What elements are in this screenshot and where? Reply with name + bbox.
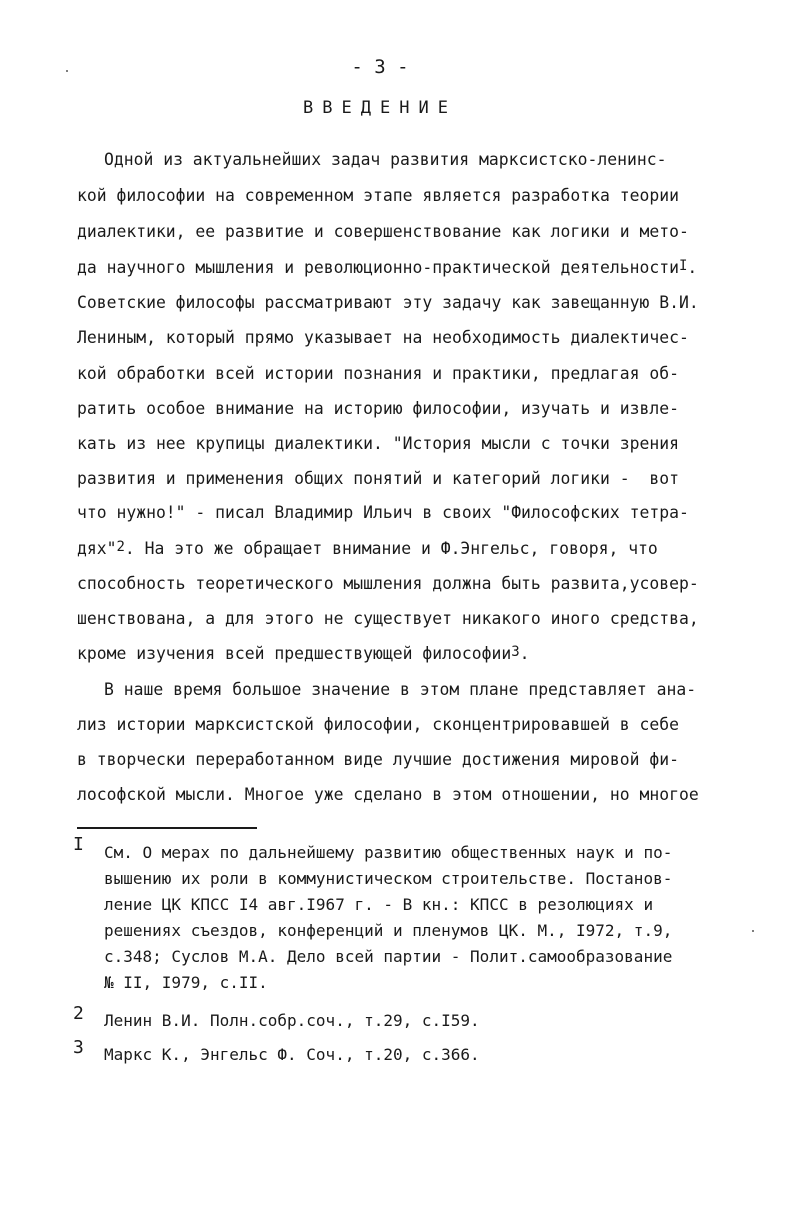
body-line: Лениным, который прямо указывает на необходимость диалектичес- <box>77 328 689 347</box>
body-text: да научного мышления и революционно-практической деятельности <box>77 258 679 277</box>
footnote-separator <box>77 827 257 829</box>
body-text: . <box>687 258 698 277</box>
body-line: В наше время большое значение в этом плане представляет ана- <box>104 680 697 699</box>
scan-speck <box>752 930 754 932</box>
body-line: шенствована, а для этого не существует никакого иного средства, <box>77 609 699 628</box>
body-line <box>77 539 658 560</box>
page-number: - 3 - <box>351 56 409 78</box>
footnote-line: Ленин В.И. Полн.собр.соч., т.29, с.I59. <box>104 1011 480 1030</box>
body-line: способность теоретического мышления должна быть развита,усовер- <box>77 574 699 593</box>
body-line: кой философии на современном этапе является разработка теории <box>77 186 679 205</box>
footnote-mark: I <box>73 834 84 855</box>
section-heading: ВВЕДЕНИЕ <box>303 98 457 118</box>
body-text: дях" <box>77 539 117 558</box>
footnote-ref-2: 2 <box>116 539 125 555</box>
footnote-mark: 3 <box>73 1037 84 1058</box>
body-line: лософской мысли. Многое уже сделано в этом отношении, но многое <box>77 785 699 804</box>
footnote-line: с.348; Суслов М.А. Дело всей партии - Полит.самообразование <box>104 947 673 966</box>
body-line <box>77 258 697 279</box>
body-line: кой обработки всей истории познания и практики, предлагая об- <box>77 364 679 383</box>
body-line: развития и применения общих понятий и категорий логики - вот <box>77 469 679 488</box>
footnote-line: См. О мерах по дальнейшему развитию общественных наук и по- <box>104 843 673 862</box>
body-line: Одной из актуальнейших задач развития марксистско-ленинс- <box>104 150 667 169</box>
scan-speck <box>66 70 68 72</box>
footnote-line: ление ЦК КПСС I4 авг.I967 г. - В кн.: КПСС в резолюциях и <box>104 895 654 914</box>
footnote-mark: 2 <box>73 1003 84 1024</box>
body-text: кроме изучения всей предшествующей философии <box>77 644 512 663</box>
body-line: кать из нее крупицы диалектики. "История мысли с точки зрения <box>77 434 679 453</box>
footnote-line: Маркс К., Энгельс Ф. Соч., т.20, с.366. <box>104 1045 480 1064</box>
footnote-line: вышению их роли в коммунистическом строительстве. Постанов- <box>104 869 673 888</box>
footnote-line: решениях съездов, конференций и пленумов ЦК. М., I972, т.9, <box>104 921 673 940</box>
body-text: . <box>519 644 530 663</box>
body-line: Советские философы рассматривают эту задачу как завещанную В.И. <box>77 293 699 312</box>
body-line <box>77 644 530 665</box>
body-text: . На это же обращает внимание и Ф.Энгельс, говоря, что <box>124 539 658 558</box>
body-line: лиз истории марксистской философии, сконцентрировавшей в себе <box>77 715 679 734</box>
body-line: в творчески переработанном виде лучшие достижения мировой фи- <box>77 750 679 769</box>
body-line: ратить особое внимание на историю философии, изучать и извле- <box>77 399 679 418</box>
footnote-ref-1: I <box>678 258 688 274</box>
footnote-ref-3: 3 <box>511 644 520 660</box>
body-line: что нужно!" - писал Владимир Ильич в своих "Философских тетра- <box>77 503 689 522</box>
body-line: диалектики, ее развитие и совершенствование как логики и мето- <box>77 222 689 241</box>
footnote-line: № II, I979, с.II. <box>104 973 268 992</box>
